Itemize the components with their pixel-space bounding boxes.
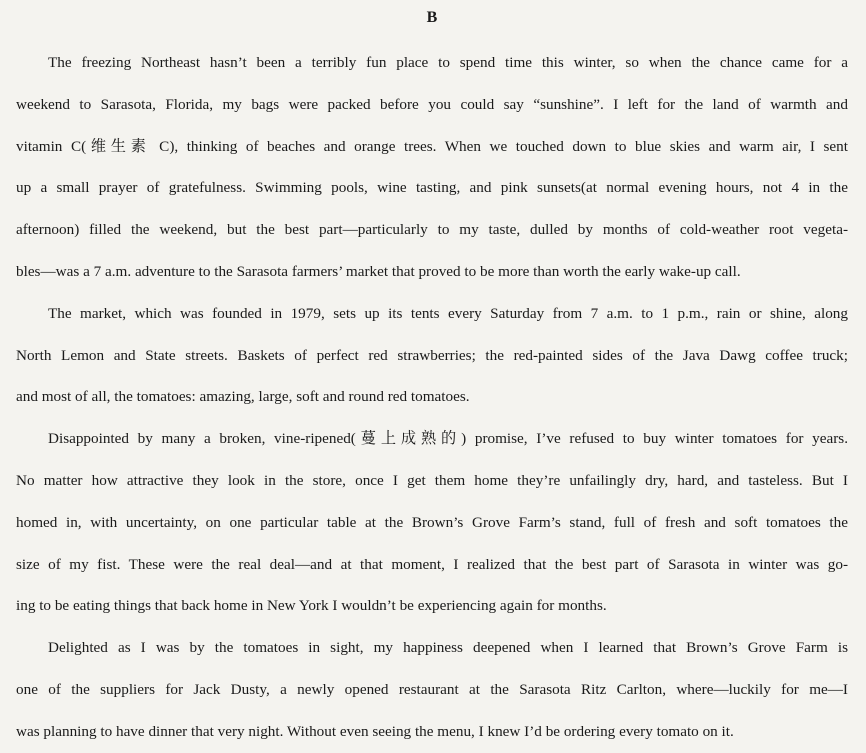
text-line: Delighted as I was by the tomatoes in sight, my happiness deepened when I learned that Brown’s Grove Farm is xyxy=(48,639,848,657)
text-line: and most of all, the tomatoes: amazing, large, soft and round red tomatoes. xyxy=(16,388,470,406)
text-line: North Lemon and State streets. Baskets of perfect red strawberries; the red-painted sides of the Java Dawg coffee truck; xyxy=(16,346,848,364)
text-line: The freezing Northeast hasn’t been a terribly fun place to spend time this winter, so when the chance came for a xyxy=(48,54,848,71)
paragraph-4 xyxy=(16,627,848,752)
text-line: No matter how attractive they look in the store, once I get them home they’re unfailingly dry, hard, and tasteless. But I xyxy=(16,471,848,489)
section-label: B xyxy=(426,9,438,26)
text-line: The market, which was founded in 1979, sets up its tents every Saturday from 7 a.m. to 1 p.m., rain or shine, along xyxy=(48,304,848,322)
paragraph-3 xyxy=(16,418,848,627)
text-line: one of the suppliers for Jack Dusty, a newly opened restaurant at the Sarasota Ritz Carlton, where—luckily for me—I xyxy=(16,680,848,698)
text-line: up a small prayer of gratefulness. Swimming pools, wine tasting, and pink sunsets(at normal evening hours, not 4 in the xyxy=(16,179,848,197)
text-line: homed in, with uncertainty, on one particular table at the Brown’s Grove Farm’s stand, full of fresh and soft tomatoes the xyxy=(16,513,848,531)
text-line: size of my fist. These were the real deal—and at that moment, I realized that the best part of Sarasota in winter was go- xyxy=(16,555,848,573)
text-line: ing to be eating things that back home in New York I wouldn’t be experiencing again for months. xyxy=(16,597,607,615)
paragraph-1 xyxy=(16,42,848,293)
text-line: was planning to have dinner that very night. Without even seeing the menu, I knew I’d be ordering every tomato on it. xyxy=(16,722,734,740)
text-line: Disappointed by many a broken, vine-ripened(蔓上成熟的) promise, I’ve refused to buy winter tomatoes for years. xyxy=(48,430,848,448)
paragraph-2 xyxy=(16,293,848,418)
text-line: bles—was a 7 a.m. adventure to the Sarasota farmers’ market that proved to be more than worth the early wake-up call. xyxy=(16,262,741,280)
text-line: afternoon) filled the weekend, but the best part—particularly to my taste, dulled by months of cold-weather root vegeta- xyxy=(16,221,848,239)
text-line: weekend to Sarasota, Florida, my bags were packed before you could say “sunshine”. I left for the land of warmth and xyxy=(16,95,848,113)
text-line: vitamin C(维生素 C), thinking of beaches and orange trees. When we touched down to blue skies and warm air, I sent xyxy=(16,137,848,155)
